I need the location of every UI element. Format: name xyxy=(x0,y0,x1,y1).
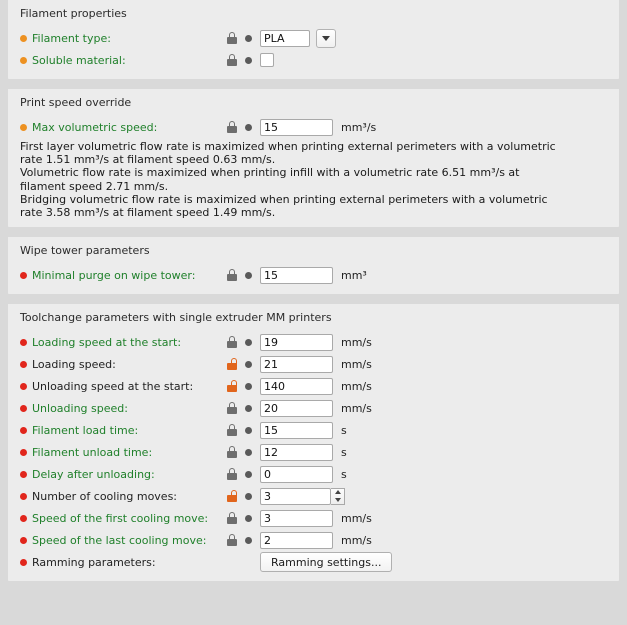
setting-label xyxy=(20,54,226,67)
red-dot-icon xyxy=(20,272,27,279)
lock-closed-icon[interactable] xyxy=(226,534,238,547)
setting-row xyxy=(8,27,619,49)
setting-row xyxy=(8,551,619,573)
revert-dot-icon[interactable] xyxy=(245,272,252,279)
orange-dot-icon xyxy=(20,124,27,131)
group-title: Print speed override xyxy=(8,89,619,116)
row-icons xyxy=(226,468,260,481)
control-wrapper xyxy=(260,334,372,351)
setting-label xyxy=(20,358,226,371)
filament-type-combo[interactable] xyxy=(260,29,336,48)
setting-label xyxy=(20,512,226,525)
revert-dot-icon[interactable] xyxy=(245,471,252,478)
value-input[interactable] xyxy=(260,356,333,373)
control-wrapper xyxy=(260,378,372,395)
value-input[interactable] xyxy=(260,378,333,395)
lock-closed-icon[interactable] xyxy=(226,336,238,349)
setting-row xyxy=(8,419,619,441)
control-wrapper xyxy=(260,400,372,417)
value-input[interactable] xyxy=(260,400,333,417)
group-title: Filament properties xyxy=(8,0,619,27)
lock-closed-icon[interactable] xyxy=(226,32,238,45)
lock-open-icon[interactable] xyxy=(226,490,238,503)
units-label: mm³ xyxy=(341,268,367,282)
cooling-moves-stepper[interactable] xyxy=(260,488,345,505)
row-icons xyxy=(226,269,260,282)
setting-label xyxy=(20,32,226,45)
description-line: Bridging volumetric flow rate is maximized when printing external perimeters with a volumetric rate 3.58 mm³/s at filament speed 1.49 mm/s. xyxy=(20,192,548,220)
group-title: Toolchange parameters with single extruder MM printers xyxy=(8,304,619,331)
red-dot-icon xyxy=(20,405,27,412)
units-label: mm/s xyxy=(341,511,372,525)
orange-dot-icon xyxy=(20,35,27,42)
setting-label-text: Minimal purge on wipe tower: xyxy=(32,268,196,282)
row-icons xyxy=(226,556,260,569)
row-icons xyxy=(226,380,260,393)
setting-label xyxy=(20,556,226,569)
setting-label xyxy=(20,446,226,459)
setting-row xyxy=(8,331,619,353)
settings-group xyxy=(8,89,619,227)
revert-dot-icon[interactable] xyxy=(245,515,252,522)
setting-row xyxy=(8,375,619,397)
revert-dot-icon[interactable] xyxy=(245,405,252,412)
row-icons xyxy=(226,54,260,67)
setting-row xyxy=(8,529,619,551)
red-dot-icon xyxy=(20,449,27,456)
control-wrapper xyxy=(260,510,372,527)
setting-row xyxy=(8,485,619,507)
control-wrapper xyxy=(260,532,372,549)
setting-row xyxy=(8,49,619,71)
lock-open-icon[interactable] xyxy=(226,358,238,371)
setting-label xyxy=(20,534,226,547)
setting-label xyxy=(20,490,226,503)
setting-row xyxy=(8,463,619,485)
description-line: First layer volumetric flow rate is maximized when printing external perimeters with a volumetric rate 1.51 mm³/s at filament speed 0.63 mm/s. xyxy=(20,140,556,167)
red-dot-icon xyxy=(20,493,27,500)
revert-dot-icon[interactable] xyxy=(245,339,252,346)
lock-open-icon[interactable] xyxy=(226,380,238,393)
setting-label xyxy=(20,424,226,437)
units-label: mm/s xyxy=(341,401,372,415)
row-icons xyxy=(226,121,260,134)
settings-group xyxy=(8,237,619,294)
setting-label-text: Filament load time: xyxy=(32,423,139,437)
setting-label-text: Speed of the first cooling move: xyxy=(32,511,209,525)
red-dot-icon xyxy=(20,361,27,368)
cooling-moves-input[interactable] xyxy=(260,488,331,505)
value-input[interactable] xyxy=(260,422,333,439)
value-input[interactable] xyxy=(260,510,333,527)
setting-label-text: Filament type: xyxy=(32,31,111,45)
control-wrapper xyxy=(260,466,347,483)
units-label: mm/s xyxy=(341,357,372,371)
setting-label-text: Unloading speed: xyxy=(32,401,128,415)
value-input[interactable] xyxy=(260,466,333,483)
revert-dot-icon[interactable] xyxy=(245,124,252,131)
revert-dot-icon[interactable] xyxy=(245,361,252,368)
row-icons xyxy=(226,512,260,525)
setting-label-text: Speed of the last cooling move: xyxy=(32,533,207,547)
lock-closed-icon[interactable] xyxy=(226,512,238,525)
value-input[interactable] xyxy=(260,334,333,351)
setting-label-text: Max volumetric speed: xyxy=(32,120,158,134)
red-dot-icon xyxy=(20,515,27,522)
row-icons xyxy=(226,402,260,415)
setting-label-text: Ramming parameters: xyxy=(32,555,156,569)
value-input[interactable] xyxy=(260,267,333,284)
stepper-buttons[interactable] xyxy=(331,488,345,505)
setting-row xyxy=(8,507,619,529)
ramming-settings-button[interactable]: Ramming settings... xyxy=(260,552,392,572)
red-dot-icon xyxy=(20,383,27,390)
units-label: mm/s xyxy=(341,379,372,393)
lock-closed-icon[interactable] xyxy=(226,468,238,481)
setting-label-text: Loading speed at the start: xyxy=(32,335,182,349)
row-icons xyxy=(226,336,260,349)
row-icons xyxy=(226,490,260,503)
description-line: Volumetric flow rate is maximized when printing infill with a volumetric rate 6.51 mm³/s at filament speed 2.71 mm/s. xyxy=(20,166,520,193)
revert-dot-icon[interactable] xyxy=(245,383,252,390)
setting-row xyxy=(8,116,619,138)
chevron-down-icon[interactable] xyxy=(316,29,336,48)
control-wrapper xyxy=(260,422,347,439)
revert-dot-icon[interactable] xyxy=(245,537,252,544)
control-wrapper xyxy=(260,444,347,461)
lock-closed-icon[interactable] xyxy=(226,446,238,459)
orange-dot-icon xyxy=(20,57,27,64)
setting-row xyxy=(8,441,619,463)
value-input[interactable] xyxy=(260,444,333,461)
red-dot-icon xyxy=(20,559,27,566)
control-wrapper xyxy=(260,119,376,136)
value-input[interactable] xyxy=(260,119,333,136)
revert-dot-icon[interactable] xyxy=(245,449,252,456)
control-wrapper xyxy=(260,356,372,373)
row-icons xyxy=(226,446,260,459)
row-icons xyxy=(226,424,260,437)
setting-label-text: Loading speed: xyxy=(32,357,116,371)
lock-closed-icon[interactable] xyxy=(226,424,238,437)
red-dot-icon xyxy=(20,427,27,434)
stepper-up-icon[interactable] xyxy=(331,489,344,497)
control-wrapper xyxy=(260,552,392,572)
control-wrapper xyxy=(260,29,336,48)
lock-closed-icon[interactable] xyxy=(226,269,238,282)
setting-label-text: Filament unload time: xyxy=(32,445,153,459)
settings-group xyxy=(8,0,619,79)
control-wrapper xyxy=(260,53,274,67)
lock-closed-icon[interactable] xyxy=(226,54,238,67)
revert-dot-icon[interactable] xyxy=(245,427,252,434)
row-icons xyxy=(226,358,260,371)
setting-label-text: Unloading speed at the start: xyxy=(32,379,194,393)
revert-dot-icon[interactable] xyxy=(245,35,252,42)
units-label: s xyxy=(341,423,347,437)
red-dot-icon xyxy=(20,339,27,346)
setting-label-text: Soluble material: xyxy=(32,53,126,67)
soluble-material-checkbox[interactable] xyxy=(260,53,274,67)
group-title: Wipe tower parameters xyxy=(8,237,619,264)
setting-label-text: Number of cooling moves: xyxy=(32,489,178,503)
revert-dot-icon[interactable] xyxy=(245,493,252,500)
red-dot-icon xyxy=(20,471,27,478)
setting-label-text: Delay after unloading: xyxy=(32,467,155,481)
units-label: s xyxy=(341,467,347,481)
lock-closed-icon[interactable] xyxy=(226,402,238,415)
control-wrapper xyxy=(260,488,345,505)
row-icons xyxy=(226,534,260,547)
setting-label xyxy=(20,336,226,349)
setting-label xyxy=(20,269,226,282)
units-label: mm/s xyxy=(341,335,372,349)
lock-closed-icon[interactable] xyxy=(226,121,238,134)
red-dot-icon xyxy=(20,537,27,544)
units-label: s xyxy=(341,445,347,459)
setting-label xyxy=(20,121,226,134)
units-label: mm³/s xyxy=(341,120,377,134)
setting-row xyxy=(8,264,619,286)
revert-dot-icon[interactable] xyxy=(245,57,252,64)
setting-label xyxy=(20,468,226,481)
setting-row xyxy=(8,353,619,375)
filament-type-input[interactable] xyxy=(260,30,310,47)
settings-group xyxy=(8,304,619,581)
setting-label xyxy=(20,402,226,415)
stepper-down-icon[interactable] xyxy=(331,496,344,504)
value-input[interactable] xyxy=(260,532,333,549)
setting-label xyxy=(20,380,226,393)
group-description xyxy=(8,138,575,219)
setting-row xyxy=(8,397,619,419)
units-label: mm/s xyxy=(341,533,372,547)
row-icons xyxy=(226,32,260,45)
control-wrapper xyxy=(260,267,367,284)
